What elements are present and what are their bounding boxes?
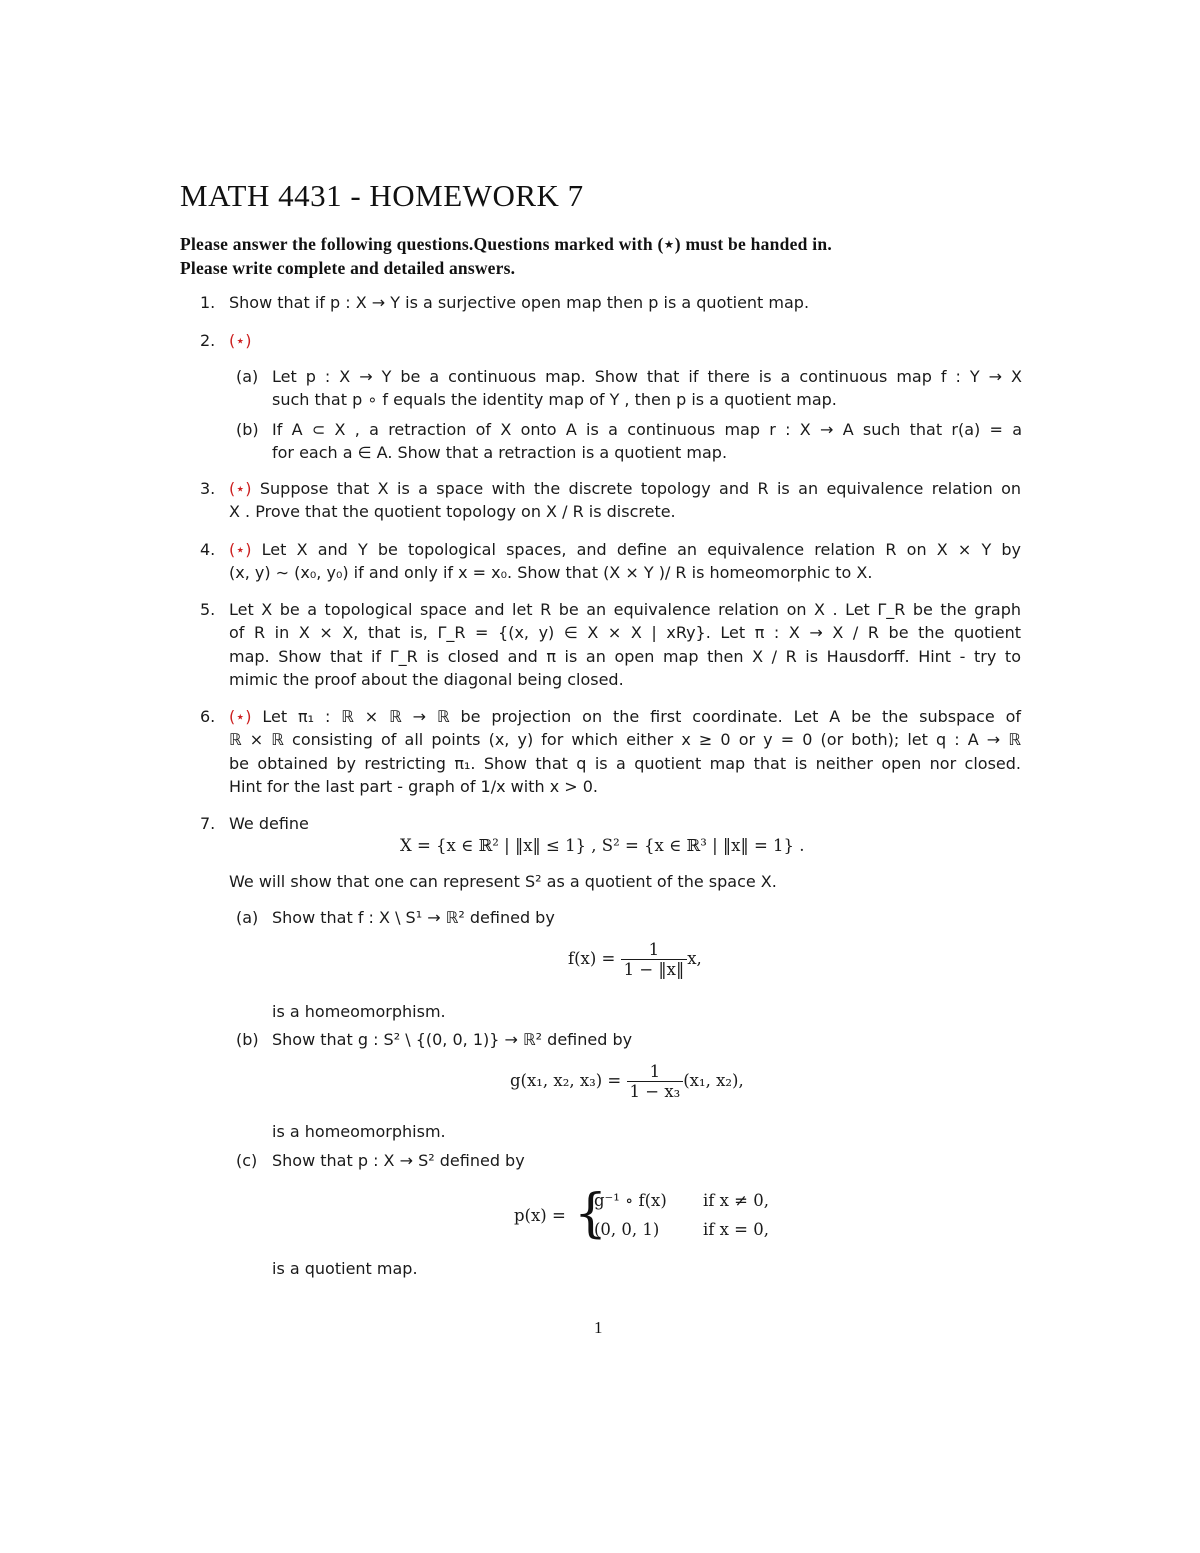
- instructions-line-2: Please write complete and detailed answers.: [180, 258, 516, 278]
- case-1-value: g⁻¹ ∘ f(x): [594, 1191, 667, 1210]
- definition-equation: X = {x ∈ ℝ² | ‖x‖ ≤ 1} , S² = {x ∈ ℝ³ | ‖x‖ = 1} .: [400, 836, 805, 855]
- question-number: 2.: [200, 331, 216, 350]
- question-number: 6.: [200, 707, 216, 726]
- homework-page: MATH 4431 - HOMEWORK 7 Please answer the following questions.Questions marked with (⋆) must be handed in. Please write complete and detailed answers. 1. Show that if p : X → Y is a surjective open map then p is a quotient map. 2. (⋆) (a) Let p : X → Y be a continuous map. Show that if there is a continuous map f : Y → X such that p ∘ f equals the identity map of Y , then p is a quotient map. (b) If A ⊂ X , a retraction of X onto A is a continuous map r : X → A such that r(a) = a for each a ∈ A. Show that a retraction is a quotient map. 3. (⋆) Suppose that X is a space with the discrete topology and R is an equivalence relation on X . Prove that the quotient topology on X / R is discrete. 4. (⋆) Let X and Y be topological spaces, and define an equivalence relation R on X × Y by (x, y) ∼ (x₀, y₀) if and only if x = x₀. Show that (X × Y )/ R is homeomorphic to X. 5. Let X be a topological space and let R be an equivalence relation on X . Let Γ_R be the graph of R in X × X, that is, Γ_R = {(x, y) ∈ X × X | xRy}. Let π : X → X / R be the quotient map. Show that if Γ_R is closed and π is an open map then X / R is Hausdorff. Hint - try to mimic the proof about the diagonal being closed. 6. (⋆) Let π₁ : ℝ × ℝ → ℝ be projection on the first coordinate. Let A be the subspace of ℝ × ℝ consisting of all points (x, y) for which either x ≥ 0 or y = 0 (or both); let q : A → ℝ be obtained by restricting π₁. Show that q is a quotient map that is neither open nor closed. Hint for the last part - graph of 1/x with x > 0. 7. We define X = {x ∈ ℝ² | ‖x‖ ≤ 1} , S² = {x ∈ ℝ³ | ‖x‖ = 1} . We will show that one can represent S² as a quotient of the space X. (a) Show that f : X \ S¹ → ℝ² defined by f(x) = $\frac{1}{1 - ‖x‖}$ x, is a homeomorphism. (b) Show that g : S² \ {(0, 0, 1)} → ℝ² defined by g(x₁, x₂, x₃) = $\frac{1}{\text{1 − x₃}}$ (x₁, x₂), is a homeomorphism. (c) Show that p : X → S² defined by p(x) = { g⁻¹ ∘ f(x) if x ≠ 0, (0, 0, 1) if x = 0, is a quotient map. 1: [180, 178, 1022, 1337]
- fraction: $\frac{1}{1 - ‖x‖}$: [621, 940, 688, 979]
- fraction: $\frac{1}{\text{1 − x₃}}$: [627, 1062, 684, 1101]
- question-number: 7.: [200, 814, 216, 833]
- page-number: 1: [594, 1318, 603, 1337]
- required-star-marker: (⋆): [229, 707, 252, 726]
- required-star-marker: (⋆): [229, 540, 252, 559]
- part-label: (a): [236, 908, 259, 927]
- required-star-marker: (⋆): [229, 479, 252, 498]
- question-number: 4.: [200, 540, 216, 559]
- part-label: (c): [236, 1151, 258, 1170]
- question-number: 3.: [200, 479, 216, 498]
- equation-g: g(x₁, x₂, x₃) = $\frac{1}{\text{1 − x₃}}$ (x₁, x₂),: [510, 1062, 744, 1101]
- case-2-condition: if x = 0,: [703, 1220, 769, 1239]
- part-label: (b): [236, 1030, 259, 1049]
- case-1-condition: if x ≠ 0,: [703, 1191, 769, 1210]
- question-text: Show that if p : X → Y is a surjective open map then p is a quotient map.: [229, 293, 810, 312]
- equation-p-lhs: p(x) =: [514, 1206, 566, 1225]
- part-label: (b): [236, 420, 259, 439]
- page-title: MATH 4431 - HOMEWORK 7: [180, 178, 584, 213]
- left-brace: {: [574, 1184, 608, 1244]
- question-number: 1.: [200, 293, 216, 312]
- equation-f: f(x) = $\frac{1}{1 - ‖x‖}$ x,: [568, 940, 702, 979]
- instructions-line-1: Please answer the following questions.Questions marked with (⋆) must be handed in.: [180, 234, 832, 254]
- part-label: (a): [236, 367, 259, 386]
- question-number: 5.: [200, 600, 216, 619]
- required-star-marker: (⋆): [229, 331, 252, 350]
- instructions: [180, 232, 1022, 280]
- case-2-value: (0, 0, 1): [594, 1220, 660, 1239]
